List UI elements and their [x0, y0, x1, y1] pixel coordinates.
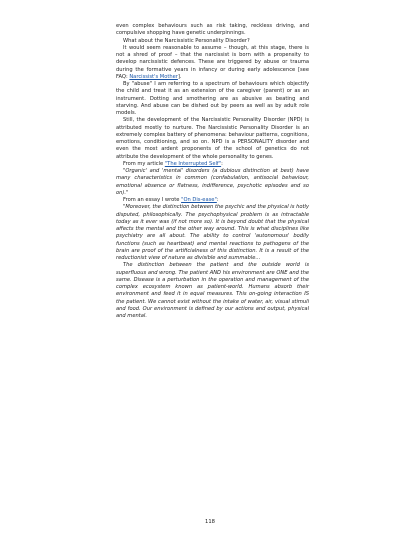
page-body	[116, 23, 309, 320]
quote-organic-mental: "Organic' and 'mental' disorders (a dubious distinction at best) have many characteristics in common (confabulation, antisocial behaviour, emotional absence or flatness, indifference, psychotic episodes and so on)."	[116, 168, 309, 196]
paragraph-nurture: Still, the development of the Narcissistic Personality Disorder (NPD) is attributed mostly to nurture. The Narcissistic Personality Disorder is an extremely complex battery of phenomena: behaviour patterns, cognitions, emotions, conditioning, and so on. NPD is a PERSONALITY disorder and even the most ardent proponents of the school of genetics do not attribute the development of the whole personality to genes.	[116, 117, 309, 160]
paragraph-text: :	[216, 197, 219, 203]
paragraph-essay-intro	[116, 197, 309, 204]
paragraph-genetics: even complex behaviours such as risk taking, reckless driving, and compulsive shopping have genetic underpinnings.	[116, 23, 309, 37]
paragraph-text: From an essay I wrote	[123, 197, 182, 203]
paragraph-abuse: By "abuse" I am referring to a spectrum of behaviours which objectify the child and treat it as an extension of the caregiver (parent) or as an instrument. Dotting and smothering are as abusive as beating and starving. And abuse can be dished out by peers as well as by adult role models.	[116, 81, 309, 116]
quote-psychophysical: "Moreover, the distinction between the psychic and the physical is hotly disputed, philosophically. The psychophysical problem is as intractable today as it ever was (if not more so). It is beyond doubt that the physical affects the mental and the other way around. This is what disciplines like psychiatry are all about. The ability to control 'autonomous' bodily functions (such as heartbeat) and mental reactions to pathogens of the brain are proof of the artificialness of this distinction. It is a result of the reductionist view of nature as divisible and summable…	[116, 204, 309, 261]
page-number: 118	[205, 519, 215, 525]
paragraph-text: It would seem reasonable to assume – though, at this stage, there is not a shred of proof – that the narcissist is born with a propensity to develop narcissistic defences. These are triggered by abuse or trauma during the formative years in infancy or during early adolescence [see FAQ:	[116, 44, 309, 80]
paragraph-text: From my article	[123, 160, 165, 167]
link-narcissists-mother[interactable]: Narcissist's Mother	[129, 73, 178, 80]
paragraph-text: ].	[177, 73, 182, 80]
link-on-dis-ease[interactable]: "On Dis-ease"	[181, 197, 217, 203]
link-interrupted-self[interactable]: "The Interrupted Self"	[164, 160, 222, 167]
paragraph-text: :	[221, 160, 223, 167]
paragraph-article-intro	[116, 161, 309, 168]
paragraph-npd-question: What about the Narcissistic Personality Disorder?	[123, 37, 250, 44]
quote-patient-world: The distinction between the patient and the outside world is superfluous and wrong. The patient AND his environment are ONE and the same. Disease is a perturbation in the operation and management of the complex ecosystem known as patient-world. Humans absorb their environment and feed it in equal measures. This on-going interaction IS the patient. We cannot exist without the intake of water, air, visual stimuli and food. Our environment is defined by our actions and output, physical and mental.	[116, 262, 309, 319]
paragraph-propensity	[116, 45, 309, 81]
